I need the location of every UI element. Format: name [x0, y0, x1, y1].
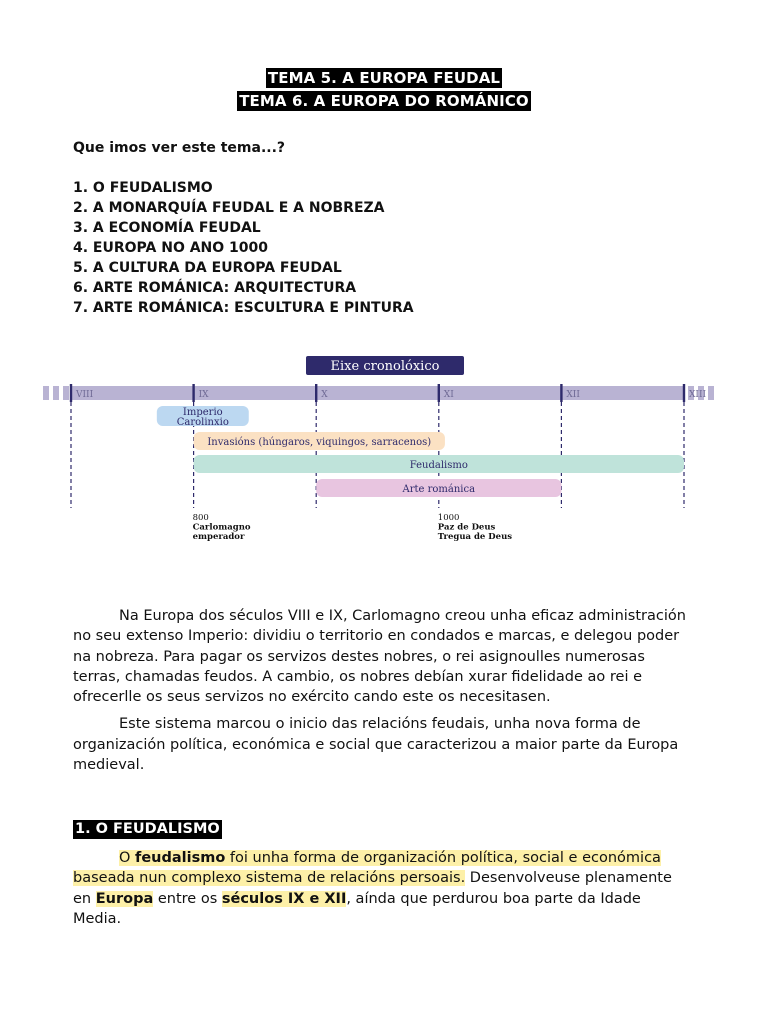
title-tema-6: TEMA 6. A EUROPA DO ROMÁNICO: [239, 92, 529, 110]
timeline-bar-label: Feudalismo: [409, 460, 468, 471]
timeline-title: Eixe cronolóxico: [330, 359, 440, 374]
century-band: [71, 386, 684, 400]
band-dash-left: [63, 386, 69, 400]
toc-item: 2. A MONARQUÍA FEUDAL E A NOBREZA: [73, 200, 385, 216]
section-body: [73, 848, 693, 929]
chronology-timeline: [40, 352, 730, 552]
title-tema-5: TEMA 5. A EUROPA FEUDAL: [267, 69, 501, 87]
century-tick: [192, 384, 194, 402]
text-run: O: [119, 850, 136, 866]
toc-item: 3. A ECONOMÍA FEUDAL: [73, 220, 261, 236]
text-run: Desenvolveuse plenamente en: [73, 870, 672, 907]
century-label: XIII: [689, 390, 707, 400]
section-feudalismo: [73, 819, 693, 929]
timeline-event-text: Tregua de Deus: [437, 532, 513, 542]
timeline-event-text: 1000: [437, 513, 460, 523]
intro-question: Que imos ver este tema...?: [73, 140, 286, 156]
section-heading: 1. O FEUDALISMO: [75, 821, 220, 837]
band-dash-left: [43, 386, 49, 400]
text-run: Europa: [95, 890, 154, 907]
text-run: feudalismo: [135, 850, 226, 866]
timeline-event-text: Paz de Deus: [437, 522, 496, 533]
text-run: , aínda que perdurou boa parte da Idade Media.: [73, 890, 641, 927]
timeline-bar-label: Invasións (húngaros, viquingos, sarracenos): [207, 437, 432, 448]
century-tick: [315, 384, 317, 402]
century-label: VIII: [76, 390, 94, 400]
toc-item: 6. ARTE ROMÁNICA: ARQUITECTURA: [73, 280, 357, 296]
century-label: X: [321, 390, 328, 400]
timeline-event-text: emperador: [192, 532, 245, 542]
century-label: IX: [198, 390, 209, 400]
band-dash-right: [708, 386, 714, 400]
century-label: XI: [443, 390, 454, 400]
toc-item: 7. ARTE ROMÁNICA: ESCULTURA E PINTURA: [73, 300, 414, 316]
band-dash-left: [53, 386, 59, 400]
intro-paragraphs: [73, 606, 693, 775]
toc-item: 5. A CULTURA DA EUROPA FEUDAL: [73, 260, 342, 276]
century-tick: [683, 384, 685, 402]
century-tick: [70, 384, 72, 402]
timeline-event-text: Carlomagno: [192, 522, 251, 533]
timeline-bar-label: Imperio: [182, 407, 223, 418]
toc-item: 4. EUROPA NO ANO 1000: [73, 240, 269, 256]
timeline-bar-label: Carolinxio: [176, 417, 229, 428]
paragraph-feudal-relations: Este sistema marcou o inicio das relacións feudais, unha nova forma de organización política, económica e social que caracterizou a maior parte da Europa medieval.: [73, 716, 679, 774]
timeline-event-text: 800: [192, 513, 209, 523]
century-tick: [560, 384, 562, 402]
text-run: entre os: [153, 890, 222, 907]
century-label: XII: [566, 390, 580, 400]
toc-item: 1. O FEUDALISMO: [73, 180, 213, 196]
paragraph-carlomagno: Na Europa dos séculos VIII e IX, Carlomagno creou unha eficaz administración no seu extenso Imperio: dividiu o territorio en condados e marcas, e delegou poder na nobreza. Para pagar os servizos destes nobres, o rei asignoulles numerosas terras, chamadas feudos. A cambio, os nobres debían xurar fidelidade ao rei e ofrecerlle os seus servizos no exército cando este os necesitasen.: [73, 608, 686, 706]
text-run: foi unha forma de organización política, social e económica baseada nun complexo sistema de relacións persoais.: [73, 850, 661, 887]
timeline-bar-label: Arte románica: [402, 484, 476, 495]
table-of-contents: [73, 178, 414, 318]
timeline-graphic: [40, 352, 730, 552]
header-titles: [0, 68, 768, 114]
century-tick: [438, 384, 440, 402]
text-run: séculos IX e XII: [221, 890, 347, 907]
